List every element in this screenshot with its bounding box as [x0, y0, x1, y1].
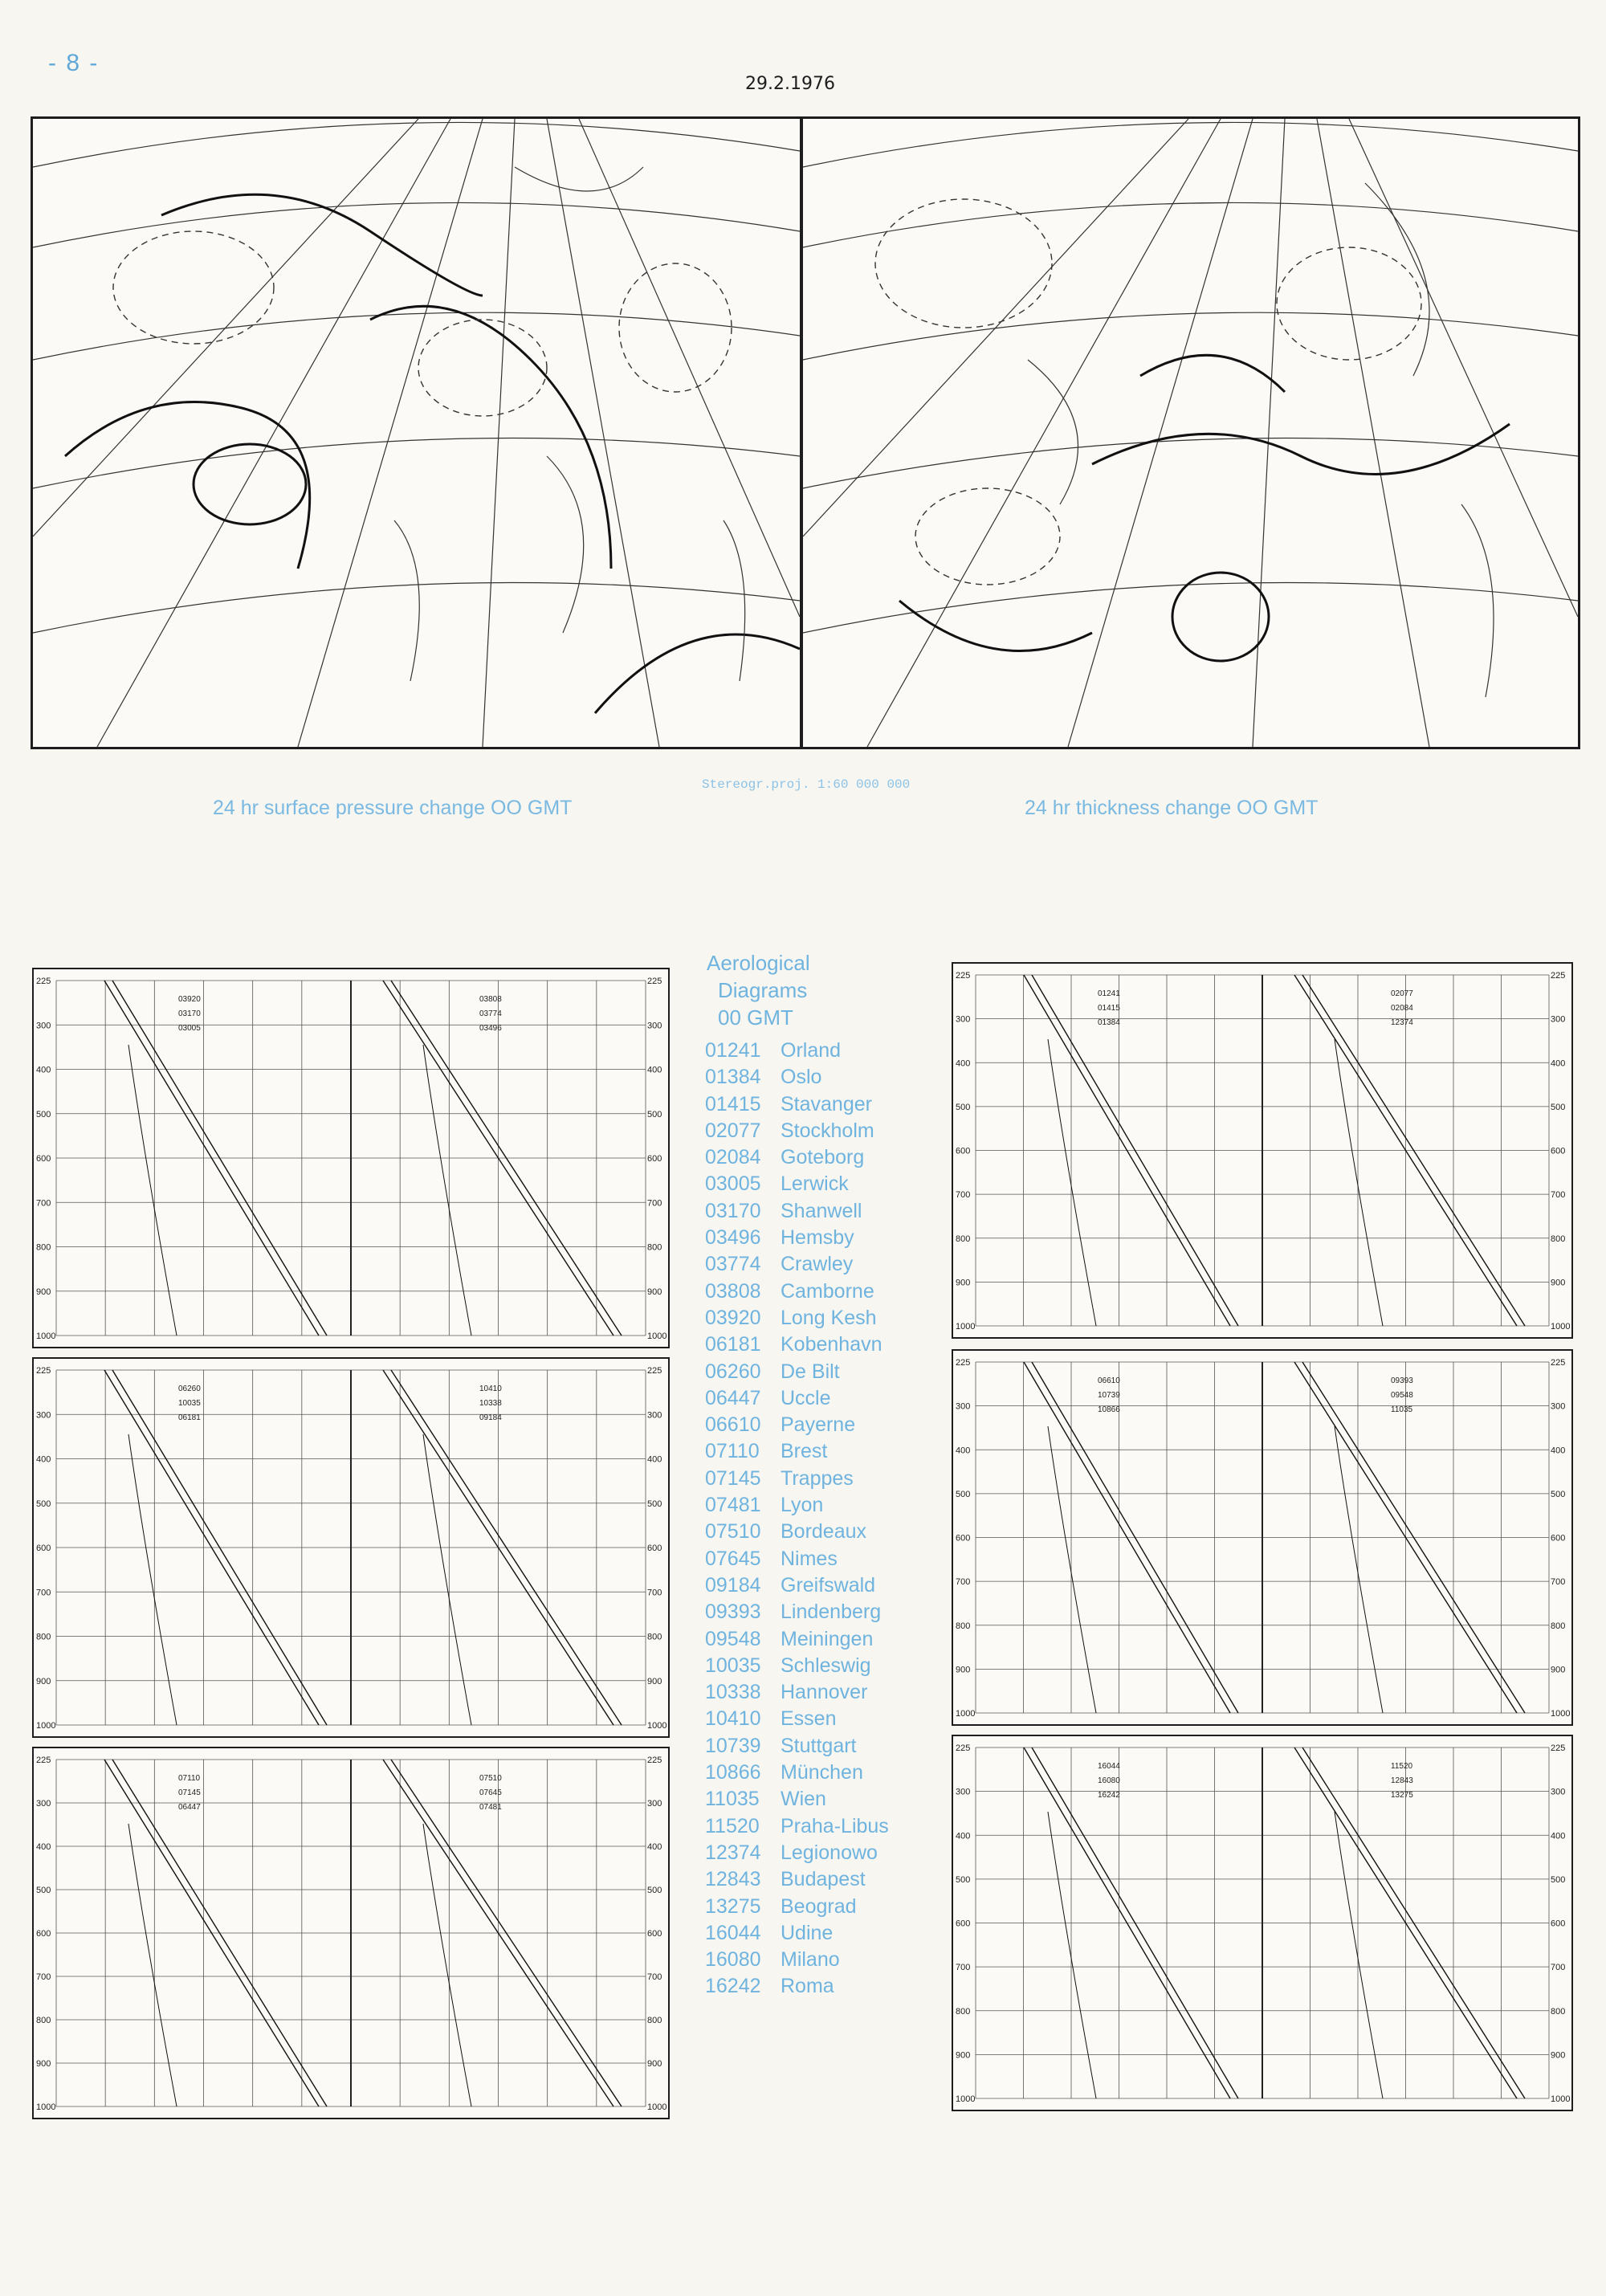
station-code: 01415 — [705, 1092, 761, 1115]
legend-subtitle-diagrams: Diagrams — [718, 978, 808, 1002]
station-name: Schleswig — [781, 1654, 871, 1677]
station-name: Hannover — [781, 1681, 868, 1704]
pressure-level-label: 225 — [647, 1366, 662, 1376]
station-entry — [705, 1225, 946, 1251]
pressure-level-label: 225 — [647, 1756, 662, 1765]
pressure-level-label: 400 — [36, 1842, 51, 1852]
diagram-station-code: 10338 — [479, 1399, 502, 1408]
station-code: 03170 — [705, 1199, 761, 1222]
pressure-level-label: 300 — [647, 1021, 662, 1031]
station-name: De Bilt — [781, 1360, 840, 1383]
pressure-level-label: 1000 — [1551, 1322, 1571, 1332]
pressure-level-label: 225 — [956, 1358, 971, 1368]
station-code: 06610 — [705, 1413, 761, 1437]
pressure-level-label: 225 — [36, 977, 51, 986]
station-entry — [705, 1198, 946, 1225]
station-name: Long Kesh — [781, 1306, 877, 1329]
station-entry — [705, 1064, 946, 1091]
station-entry — [705, 1920, 946, 1947]
diagram-station-code: 07110 — [178, 1774, 201, 1783]
pressure-level-label: 800 — [956, 2006, 971, 2017]
diagram-station-code: 03808 — [479, 995, 502, 1004]
station-code: 03496 — [705, 1226, 761, 1250]
station-entry — [705, 1091, 946, 1118]
station-name: Essen — [781, 1707, 837, 1731]
pressure-level-label: 400 — [956, 1446, 971, 1456]
station-entry — [705, 1332, 946, 1358]
station-code: 02084 — [705, 1146, 761, 1169]
pressure-level-label: 900 — [36, 2059, 51, 2069]
thickness-caption: 24 hr thickness change OO GMT — [1025, 797, 1319, 819]
station-code: 07510 — [705, 1520, 761, 1544]
diagram-station-code: 06181 — [178, 1413, 201, 1422]
pressure-level-label: 900 — [647, 1676, 662, 1686]
station-name: Oslo — [781, 1066, 822, 1089]
surface-pressure-change-map — [31, 116, 802, 749]
station-entry — [705, 1118, 946, 1144]
station-entry — [705, 1894, 946, 1920]
pressure-level-label: 700 — [647, 1588, 662, 1598]
projection-note: Stereogr.proj. 1:60 000 000 — [702, 777, 911, 792]
pressure-level-label: 700 — [647, 1198, 662, 1209]
station-name: Meiningen — [781, 1627, 874, 1650]
station-name: Shanwell — [781, 1199, 862, 1222]
pressure-level-label: 800 — [647, 1242, 662, 1253]
thickness-map-drawing — [803, 119, 1578, 747]
station-name: Lindenberg — [781, 1601, 882, 1624]
pressure-level-label: 1000 — [647, 1332, 667, 1341]
station-entry — [705, 1251, 946, 1278]
pressure-level-label: 900 — [1551, 2050, 1566, 2061]
diagram-station-code: 03005 — [178, 1024, 201, 1033]
pressure-level-label: 500 — [956, 1489, 971, 1499]
pressure-level-label: 700 — [36, 1972, 51, 1982]
station-code: 12843 — [705, 1868, 761, 1891]
diagram-station-code: 09393 — [1391, 1376, 1413, 1385]
surface-pressure-caption: 24 hr surface pressure change OO GMT — [213, 797, 573, 819]
pressure-level-label: 225 — [1551, 1358, 1566, 1368]
pressure-level-label: 600 — [647, 1544, 662, 1553]
pressure-level-label: 700 — [36, 1588, 51, 1598]
pressure-level-label: 700 — [1551, 1963, 1566, 1973]
pressure-level-label: 1000 — [36, 2102, 56, 2112]
aerological-diagram-1 — [32, 968, 670, 1348]
aerological-diagram-6 — [952, 1735, 1573, 2111]
station-code: 13275 — [705, 1894, 761, 1918]
diagram-station-code: 01241 — [1098, 989, 1120, 998]
pressure-level-label: 600 — [36, 1929, 51, 1939]
station-entry — [705, 1385, 946, 1412]
pressure-level-label: 300 — [36, 1410, 51, 1421]
station-code: 16044 — [705, 1921, 761, 1944]
pressure-level-label: 700 — [956, 1577, 971, 1588]
station-code: 06260 — [705, 1360, 761, 1383]
pressure-level-label: 225 — [956, 971, 971, 981]
station-entry — [705, 1305, 946, 1332]
pressure-level-label: 900 — [1551, 1665, 1566, 1675]
diagram-station-code: 03170 — [178, 1009, 201, 1018]
station-code: 01384 — [705, 1066, 761, 1089]
station-entry — [705, 1786, 946, 1813]
diagram-station-code: 11035 — [1391, 1405, 1413, 1414]
page-date: 29.2.1976 — [745, 74, 835, 94]
station-entry — [705, 1679, 946, 1706]
station-name: Udine — [781, 1921, 834, 1944]
pressure-level-label: 600 — [647, 1929, 662, 1939]
station-code: 11035 — [705, 1788, 760, 1811]
diagram-station-code: 07645 — [479, 1788, 502, 1797]
station-name: Lerwick — [781, 1172, 849, 1196]
station-name: Crawley — [781, 1253, 854, 1276]
diagram-station-code: 07481 — [479, 1803, 502, 1812]
diagram-station-code: 10035 — [178, 1399, 201, 1408]
station-code: 16242 — [705, 1975, 761, 1998]
diagram-station-code: 03774 — [479, 1009, 502, 1018]
diagram-station-code: 16044 — [1098, 1762, 1120, 1771]
pressure-level-label: 400 — [1551, 1831, 1566, 1841]
pressure-level-label: 400 — [36, 1454, 51, 1465]
station-code: 11520 — [705, 1814, 760, 1837]
pressure-level-label: 300 — [1551, 1787, 1566, 1797]
pressure-level-label: 400 — [647, 1842, 662, 1852]
pressure-level-label: 600 — [36, 1544, 51, 1553]
diagram-station-code: 16242 — [1098, 1791, 1120, 1800]
station-entry — [705, 1973, 946, 2000]
station-code: 07645 — [705, 1547, 761, 1570]
station-name: Orland — [781, 1039, 842, 1062]
diagram-station-code: 02084 — [1391, 1004, 1413, 1013]
pressure-level-label: 1000 — [956, 1709, 976, 1719]
diagram-station-code: 02077 — [1391, 989, 1413, 998]
station-entry — [705, 1866, 946, 1893]
station-name: Payerne — [781, 1413, 856, 1437]
station-entry — [705, 1144, 946, 1171]
station-entry — [705, 1572, 946, 1599]
aerological-diagram-5 — [952, 1349, 1573, 1726]
pressure-level-label: 300 — [36, 1799, 51, 1809]
pressure-level-label: 800 — [647, 2016, 662, 2025]
station-code: 02077 — [705, 1119, 761, 1142]
pressure-level-label: 600 — [956, 1146, 971, 1156]
page-number: - 8 - — [48, 50, 100, 76]
station-name: Legionowo — [781, 1841, 878, 1864]
pressure-level-label: 800 — [956, 1621, 971, 1631]
diagram-station-code: 11520 — [1391, 1762, 1413, 1771]
station-code: 09393 — [705, 1601, 761, 1624]
station-entry — [705, 1438, 946, 1465]
station-code: 09548 — [705, 1627, 761, 1650]
pressure-level-label: 400 — [956, 1058, 971, 1069]
pressure-level-label: 1000 — [647, 1721, 667, 1731]
pressure-level-label: 600 — [1551, 1919, 1566, 1929]
station-code: 10739 — [705, 1734, 761, 1757]
station-code: 07481 — [705, 1494, 761, 1517]
station-name: Brest — [781, 1440, 828, 1463]
diagram-station-code: 01415 — [1098, 1004, 1120, 1013]
pressure-level-label: 800 — [36, 1242, 51, 1253]
station-name: Roma — [781, 1975, 834, 1998]
station-entry — [705, 1171, 946, 1197]
pressure-level-label: 500 — [647, 1886, 662, 1895]
pressure-level-label: 1000 — [956, 2094, 976, 2104]
pressure-level-label: 300 — [647, 1410, 662, 1421]
aerological-legend — [705, 949, 946, 2000]
pressure-level-label: 900 — [36, 1676, 51, 1686]
pressure-level-label: 500 — [36, 1109, 51, 1119]
station-name: Milano — [781, 1948, 840, 1972]
diagram-station-code: 10739 — [1098, 1391, 1120, 1400]
diagram-station-code: 12843 — [1391, 1776, 1413, 1785]
pressure-level-label: 1000 — [647, 2102, 667, 2112]
thickness-change-map — [801, 116, 1580, 749]
pressure-level-label: 600 — [956, 1919, 971, 1929]
legend-title: Aerological — [707, 951, 810, 975]
station-name: Stuttgart — [781, 1734, 857, 1757]
station-entry — [705, 1359, 946, 1385]
station-code: 07145 — [705, 1466, 761, 1490]
station-code: 12374 — [705, 1841, 761, 1864]
pressure-level-label: 225 — [647, 977, 662, 986]
diagram-station-code: 06447 — [178, 1803, 201, 1812]
station-entry — [705, 1947, 946, 1973]
pressure-level-label: 500 — [1551, 1102, 1566, 1112]
pressure-level-label: 500 — [647, 1109, 662, 1119]
pressure-level-label: 500 — [956, 1874, 971, 1885]
station-name: Hemsby — [781, 1226, 854, 1250]
station-code: 01241 — [705, 1039, 761, 1062]
station-code: 06181 — [705, 1333, 761, 1356]
pressure-level-label: 900 — [647, 2059, 662, 2069]
diagram-station-code: 03496 — [479, 1024, 502, 1033]
pressure-level-label: 300 — [1551, 1401, 1566, 1412]
station-entry — [705, 1279, 946, 1305]
pressure-level-label: 500 — [1551, 1874, 1566, 1885]
surface-pressure-map-drawing — [33, 119, 800, 747]
pressure-level-label: 500 — [36, 1886, 51, 1895]
pressure-level-label: 1000 — [1551, 1709, 1571, 1719]
pressure-level-label: 800 — [956, 1234, 971, 1244]
station-name: Stockholm — [781, 1119, 874, 1142]
pressure-level-label: 600 — [956, 1533, 971, 1544]
station-code: 10035 — [705, 1654, 761, 1677]
pressure-level-label: 300 — [956, 1401, 971, 1412]
pressure-level-label: 700 — [647, 1972, 662, 1982]
station-name: Praha-Libus — [781, 1814, 889, 1837]
diagram-station-code: 13275 — [1391, 1791, 1413, 1800]
station-entry — [705, 1813, 946, 1840]
station-name: Bordeaux — [781, 1520, 867, 1544]
diagram-station-code: 09548 — [1391, 1391, 1413, 1400]
pressure-level-label: 1000 — [36, 1332, 56, 1341]
station-code: 09184 — [705, 1573, 761, 1597]
pressure-level-label: 1000 — [36, 1721, 56, 1731]
pressure-level-label: 900 — [36, 1287, 51, 1297]
pressure-level-label: 400 — [956, 1831, 971, 1841]
station-list — [705, 1038, 946, 2000]
station-code: 03774 — [705, 1253, 761, 1276]
pressure-level-label: 300 — [36, 1021, 51, 1031]
pressure-level-label: 600 — [1551, 1146, 1566, 1156]
pressure-level-label: 1000 — [1551, 2094, 1571, 2104]
pressure-level-label: 700 — [1551, 1190, 1566, 1201]
diagram-station-code: 10410 — [479, 1385, 502, 1393]
station-name: München — [781, 1761, 863, 1784]
pressure-level-label: 400 — [36, 1065, 51, 1075]
station-entry — [705, 1038, 946, 1064]
diagram-station-code: 06610 — [1098, 1376, 1120, 1385]
station-entry — [705, 1706, 946, 1732]
station-name: Nimes — [781, 1547, 838, 1570]
pressure-level-label: 900 — [956, 1278, 971, 1288]
pressure-level-label: 900 — [1551, 1278, 1566, 1288]
station-code: 03920 — [705, 1306, 761, 1329]
pressure-level-label: 700 — [956, 1190, 971, 1201]
pressure-level-label: 225 — [36, 1366, 51, 1376]
pressure-level-label: 300 — [956, 1014, 971, 1025]
pressure-level-label: 225 — [36, 1756, 51, 1765]
station-entry — [705, 1760, 946, 1786]
pressure-level-label: 300 — [956, 1787, 971, 1797]
diagram-station-code: 07510 — [479, 1774, 502, 1783]
pressure-level-label: 800 — [36, 1632, 51, 1642]
station-code: 07110 — [705, 1440, 760, 1463]
pressure-level-label: 400 — [647, 1065, 662, 1075]
pressure-level-label: 600 — [36, 1154, 51, 1164]
pressure-level-label: 700 — [36, 1198, 51, 1209]
pressure-level-label: 600 — [647, 1154, 662, 1164]
pressure-level-label: 800 — [1551, 2006, 1566, 2017]
aerological-diagram-4 — [952, 962, 1573, 1339]
pressure-level-label: 800 — [647, 1632, 662, 1642]
station-code: 16080 — [705, 1948, 761, 1972]
pressure-level-label: 500 — [647, 1499, 662, 1509]
diagram-station-code: 06260 — [178, 1385, 201, 1393]
station-entry — [705, 1546, 946, 1572]
station-entry — [705, 1599, 946, 1625]
pressure-level-label: 700 — [956, 1963, 971, 1973]
station-entry — [705, 1466, 946, 1492]
station-name: Trappes — [781, 1466, 854, 1490]
diagram-station-code: 16080 — [1098, 1776, 1120, 1785]
station-entry — [705, 1492, 946, 1519]
station-entry — [705, 1519, 946, 1545]
diagram-station-code: 01384 — [1098, 1018, 1120, 1027]
pressure-level-label: 900 — [956, 2050, 971, 2061]
pressure-level-label: 225 — [1551, 971, 1566, 981]
pressure-level-label: 600 — [1551, 1533, 1566, 1544]
station-name: Wien — [781, 1788, 826, 1811]
station-name: Kobenhavn — [781, 1333, 882, 1356]
station-code: 10338 — [705, 1681, 761, 1704]
legend-subtitle-time: 00 GMT — [718, 1005, 793, 1030]
pressure-level-label: 800 — [1551, 1621, 1566, 1631]
station-code: 10410 — [705, 1707, 761, 1731]
aerological-diagram-3 — [32, 1747, 670, 2119]
pressure-level-label: 900 — [647, 1287, 662, 1297]
pressure-level-label: 800 — [1551, 1234, 1566, 1244]
station-name: Lyon — [781, 1494, 824, 1517]
pressure-level-label: 800 — [36, 2016, 51, 2025]
station-entry — [705, 1840, 946, 1866]
station-name: Beograd — [781, 1894, 857, 1918]
station-name: Greifswald — [781, 1573, 876, 1597]
station-name: Budapest — [781, 1868, 866, 1891]
station-entry — [705, 1626, 946, 1653]
pressure-level-label: 500 — [36, 1499, 51, 1509]
pressure-level-label: 1000 — [956, 1322, 976, 1332]
diagram-station-code: 03920 — [178, 995, 201, 1004]
pressure-level-label: 400 — [647, 1454, 662, 1465]
pressure-level-label: 400 — [1551, 1446, 1566, 1456]
station-code: 06447 — [705, 1386, 761, 1409]
station-code: 10866 — [705, 1761, 761, 1784]
pressure-level-label: 225 — [1551, 1743, 1566, 1753]
pressure-level-label: 300 — [647, 1799, 662, 1809]
pressure-level-label: 300 — [1551, 1014, 1566, 1025]
station-entry — [705, 1733, 946, 1760]
pressure-level-label: 225 — [956, 1743, 971, 1753]
diagram-station-code: 09184 — [479, 1413, 502, 1422]
station-name: Stavanger — [781, 1092, 872, 1115]
station-code: 03808 — [705, 1279, 761, 1303]
pressure-level-label: 500 — [1551, 1489, 1566, 1499]
station-entry — [705, 1412, 946, 1438]
pressure-level-label: 500 — [956, 1102, 971, 1112]
station-entry — [705, 1653, 946, 1679]
diagram-station-code: 12374 — [1391, 1018, 1413, 1027]
station-name: Uccle — [781, 1386, 831, 1409]
pressure-level-label: 900 — [956, 1665, 971, 1675]
diagram-station-code: 07145 — [178, 1788, 201, 1797]
pressure-level-label: 700 — [1551, 1577, 1566, 1588]
aerological-diagram-2 — [32, 1357, 670, 1738]
station-name: Camborne — [781, 1279, 874, 1303]
station-name: Goteborg — [781, 1146, 865, 1169]
pressure-level-label: 400 — [1551, 1058, 1566, 1069]
diagram-station-code: 10866 — [1098, 1405, 1120, 1414]
station-code: 03005 — [705, 1172, 761, 1196]
